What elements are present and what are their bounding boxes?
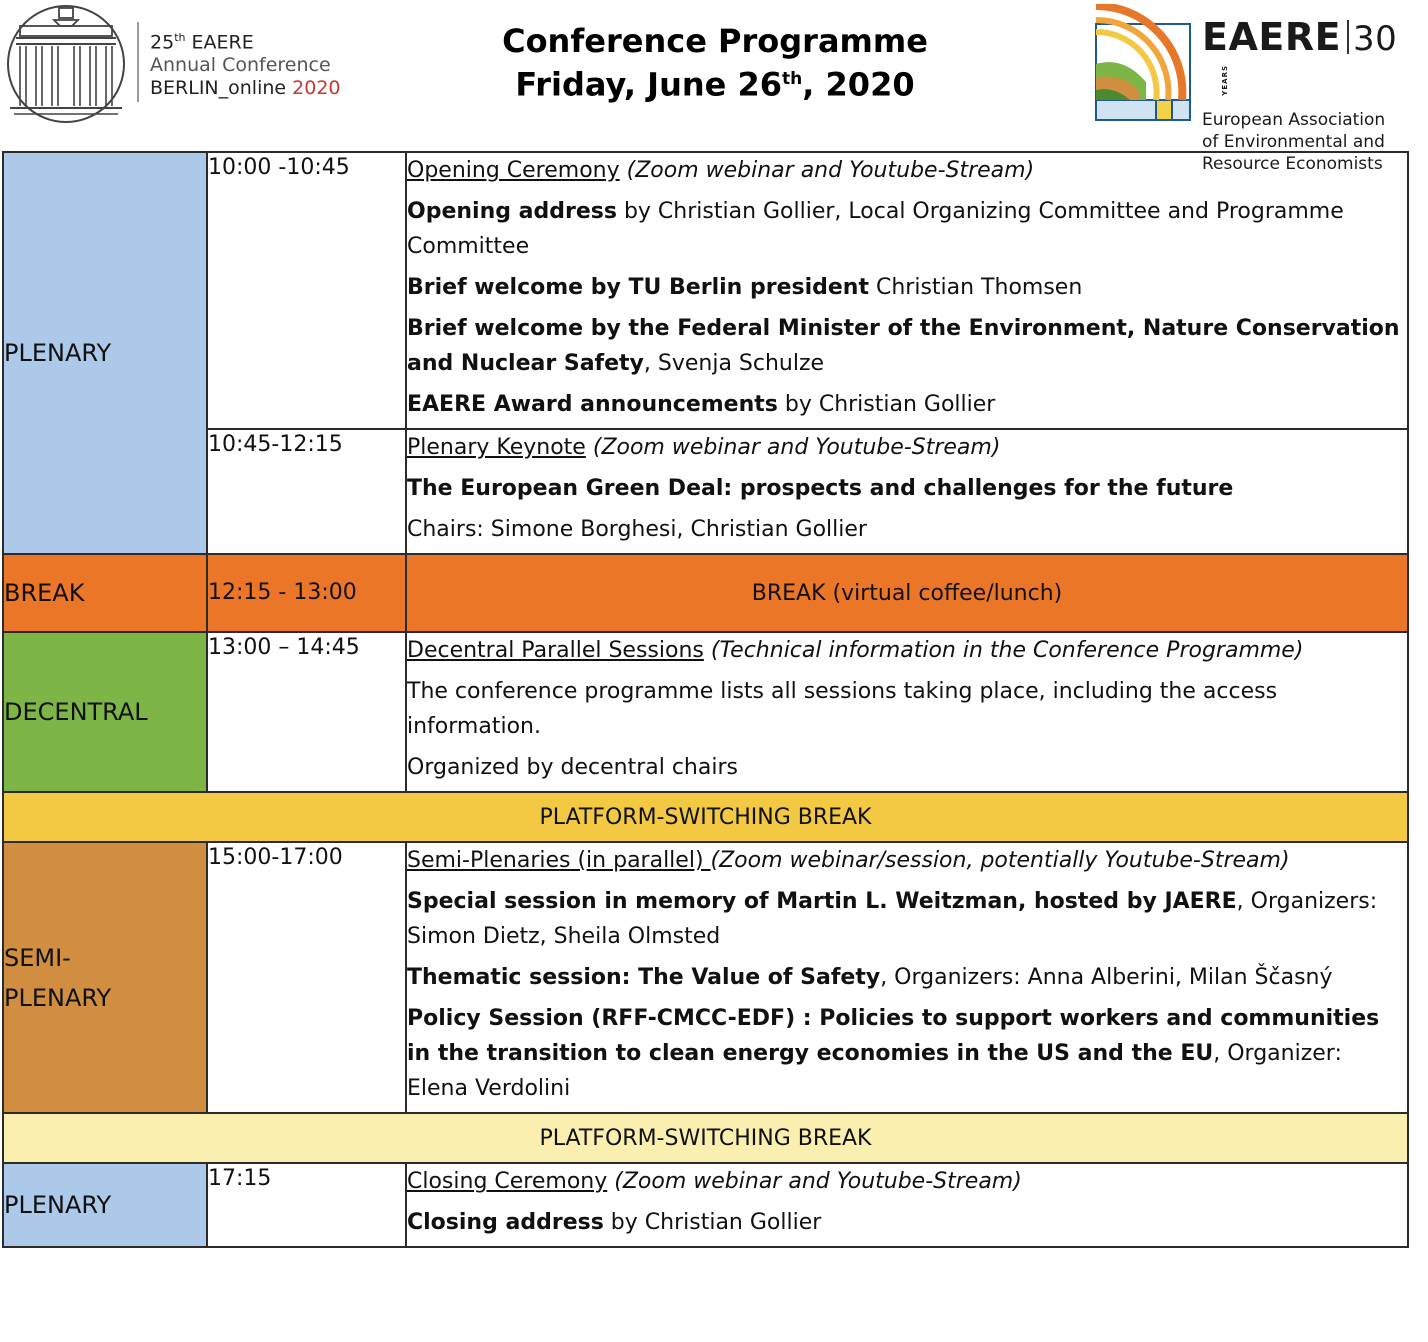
agenda-item: Brief welcome by the Federal Minister of the Environment, Nature Conservation and Nuclear Safety, Svenja Schulze bbox=[407, 316, 1400, 376]
session-detail-opening bbox=[406, 152, 1408, 429]
conference-edition: 25th EAERE bbox=[150, 31, 254, 54]
eaere-fullname-1: European Association bbox=[1202, 110, 1386, 130]
eaere-rainbow-logo-icon bbox=[1094, 4, 1192, 122]
session-detail-semi-plenary bbox=[406, 842, 1408, 1113]
programme-table bbox=[2, 151, 1409, 1248]
table-row-semi-plenary bbox=[3, 842, 1408, 1113]
page-title bbox=[450, 22, 980, 104]
agenda-item: Policy Session (RFF-CMCC-EDF) : Policies to support workers and communities in the transition to clean energy economies in the US and the EU, Organizer: Elena Verdolini bbox=[407, 1006, 1380, 1101]
table-row-break bbox=[3, 554, 1408, 632]
eaere-separator bbox=[1347, 20, 1349, 54]
keynote-subject: The European Green Deal: prospects and challenges for the future bbox=[407, 476, 1234, 501]
table-row-opening bbox=[3, 152, 1408, 429]
platform-switching-break: PLATFORM-SWITCHING BREAK bbox=[3, 1113, 1408, 1163]
time-closing: 17:15 bbox=[207, 1163, 406, 1247]
title-line-1: Conference Programme bbox=[502, 22, 928, 60]
table-row-decentral bbox=[3, 632, 1408, 792]
title-line-2: Friday, June 26th, 2020 bbox=[515, 65, 915, 104]
conference-type: Annual Conference bbox=[150, 54, 331, 77]
platform-switching-break: PLATFORM-SWITCHING BREAK bbox=[3, 792, 1408, 842]
session-heading: Plenary Keynote (Zoom webinar and Youtube-Stream) bbox=[407, 435, 1001, 460]
session-label-semi-plenary: SEMI-PLENARY bbox=[3, 842, 207, 1113]
eaere-fullname-2: of Environmental and bbox=[1202, 132, 1385, 152]
keynote-chairs: Chairs: Simone Borghesi, Christian Gollier bbox=[407, 517, 867, 542]
session-label-plenary: PLENARY bbox=[3, 1163, 207, 1247]
eaere-acronym-line: EAERE 30YEARS bbox=[1202, 15, 1398, 96]
session-label-break: BREAK bbox=[3, 554, 207, 632]
conference-location: BERLIN_online 2020 bbox=[150, 77, 341, 100]
eaere-fullname-3: Resource Economists bbox=[1202, 154, 1383, 174]
time-decentral: 13:00 – 14:45 bbox=[207, 632, 406, 792]
decentral-info: The conference programme lists all sessions taking place, including the access information. bbox=[407, 679, 1278, 739]
table-row-closing bbox=[3, 1163, 1408, 1247]
decentral-organizers: Organized by decentral chairs bbox=[407, 755, 738, 780]
session-label-decentral: DECENTRAL bbox=[3, 632, 207, 792]
break-description: BREAK (virtual coffee/lunch) bbox=[406, 554, 1408, 632]
time-keynote: 10:45-12:15 bbox=[207, 429, 406, 554]
table-row-switch-2 bbox=[3, 1113, 1408, 1163]
agenda-item: Opening address by Christian Gollier, Local Organizing Committee and Programme Committee bbox=[407, 199, 1344, 259]
agenda-item: Brief welcome by TU Berlin president Christian Thomsen bbox=[407, 275, 1083, 300]
session-heading: Opening Ceremony (Zoom webinar and Youtube-Stream) bbox=[407, 158, 1035, 183]
conference-name bbox=[150, 26, 341, 100]
session-heading: Semi-Plenaries (in parallel) (Zoom webinar/session, potentially Youtube-Stream) bbox=[407, 848, 1290, 873]
eaere-wordmark bbox=[1202, 14, 1428, 174]
session-detail-decentral bbox=[406, 632, 1408, 792]
time-semi-plenary: 15:00-17:00 bbox=[207, 842, 406, 1113]
header-divider bbox=[137, 22, 139, 102]
session-heading: Decentral Parallel Sessions (Technical information in the Conference Programme) bbox=[407, 638, 1304, 663]
brandenburg-gate-logo-icon bbox=[2, 2, 130, 126]
session-heading: Closing Ceremony (Zoom webinar and Youtube-Stream) bbox=[407, 1169, 1022, 1194]
time-opening: 10:00 -10:45 bbox=[207, 152, 406, 429]
agenda-item: Closing address by Christian Gollier bbox=[407, 1210, 822, 1235]
session-label-plenary: PLENARY bbox=[3, 152, 207, 554]
table-row-switch-1 bbox=[3, 792, 1408, 842]
time-break: 12:15 - 13:00 bbox=[207, 554, 406, 632]
session-detail-keynote bbox=[406, 429, 1408, 554]
agenda-item: EAERE Award announcements by Christian Gollier bbox=[407, 392, 996, 417]
session-detail-closing bbox=[406, 1163, 1408, 1247]
table-row-keynote bbox=[3, 429, 1408, 554]
agenda-item: Special session in memory of Martin L. Weitzman, hosted by JAERE, Organizers: Simon Dietz, Sheila Olmsted bbox=[407, 889, 1378, 949]
agenda-item: Thematic session: The Value of Safety, Organizers: Anna Alberini, Milan Ščasný bbox=[407, 965, 1333, 990]
